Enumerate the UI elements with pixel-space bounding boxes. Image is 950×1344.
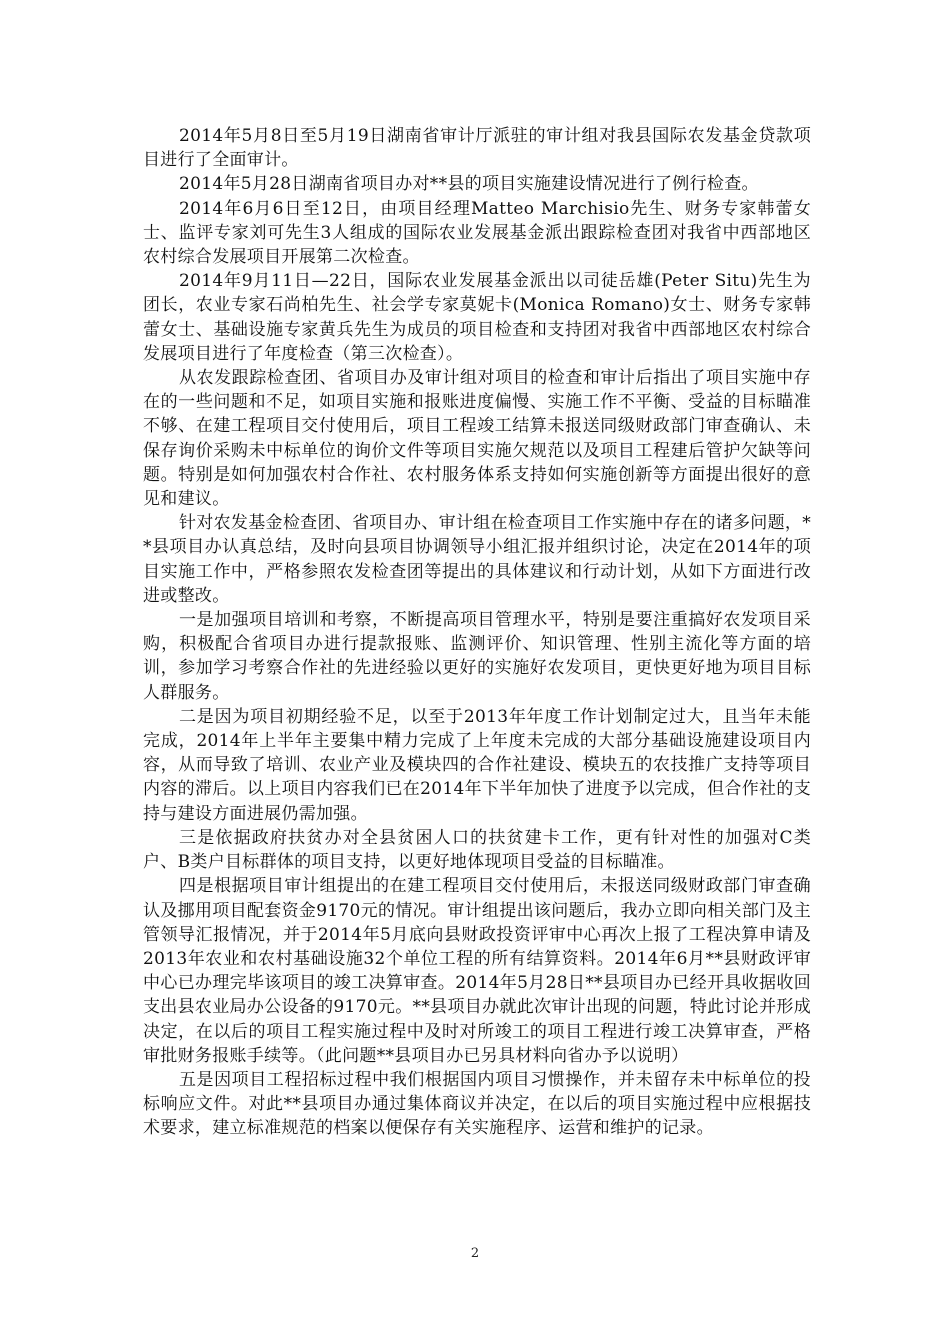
paragraph-annual-check: 2014年9月11日—22日，国际农业发展基金派出以司徒岳雄(Peter Situ)先生为团长，农业专家石尚柏先生、社会学专家莫妮卡(Monica Romano)女士、财务专家韩蕾女士、基础设施专家黄兵先生为成员的项目检查和支持团对我省中西部地区农村综合发展项目进行了年度检查（第三次检查）。 [143, 271, 811, 364]
paragraph-measure-4: 四是根据项目审计组提出的在建工程项目交付使用后，未报送同级财政部门审查确认及挪用项目配套资金9170元的情况。审计组提出该问题后，我办立即向相关部门及主管领导汇报情况，并于2014年5月底向县财政投资评审中心再次上报了工程决算申请及2013年农业和农村基础设施32个单位工程的所有结算资料。2014年6月**县财政评审中心已办理完毕该项目的竣工决算审查。2014年5月28日**县项目办已经开具收据收回支出县农业局办公设备的9170元。**县项目办就此次审计出现的问题，特此讨论并形成决定，在以后的项目工程实施过程中及时对所竣工的项目工程进行竣工决算审查，严格审批财务报账手续等。（此问题**县项目办已另具材料向省办予以说明） [143, 876, 811, 1066]
page-number: 2 [470, 1246, 480, 1261]
paragraph-audit-may: 2014年5月8日至5月19日湖南省审计厅派驻的审计组对我县国际农发基金贷款项目进行了全面审计。 [143, 126, 811, 171]
paragraph-measure-3: 三是依据政府扶贫办对全县贫困人口的扶贫建卡工作，更有针对性的加强对C类户、B类户目标群体的项目支持，以更好地体现项目受益的目标瞄准。 [143, 827, 811, 873]
paragraph-problems: 从农发跟踪检查团、省项目办及审计组对项目的检查和审计后指出了项目实施中存在的一些问题和不足，如项目实施和报账进度偏慢、实施工作不平衡、受益的目标瞄准不够、在建工程项目交付使用后，项目工程竣工结算未报送同级财政部门审查确认、未保存询价采购未中标单位的询价文件等项目实施欠规范以及项目工程建后管护欠缺等问题。特别是如何加强农村合作社、农村服务体系支持如何实施创新等方面提出很好的意见和建议。 [143, 368, 811, 510]
paragraph-measure-1: 一是加强项目培训和考察，不断提高项目管理水平，特别是要注重搞好农发项目采购，积极配合省项目办进行提款报账、监测评价、知识管理、性别主流化等方面的培训，参加学习考察合作社的先进经验以更好的实施好农发项目，更快更好地为项目目标人群服务。 [143, 610, 811, 703]
paragraph-measure-2: 二是因为项目初期经验不足，以至于2013年年度工作计划制定过大，且当年未能完成，2014年上半年主要集中精力完成了上年度未完成的大部分基础设施建设项目内容，从而导致了培训、农业产业及模块四的合作社建设、模块五的农技推广支持等项目内容的滞后。以上项目内容我们已在2014年下半年加快了进度予以完成，但合作社的支持与建设方面进展仍需加强。 [143, 706, 811, 824]
paragraph-inspection-may: 2014年5月28日湖南省项目办对**县的项目实施建设情况进行了例行检查。 [179, 174, 759, 195]
document-body [143, 124, 811, 1141]
paragraph-second-check: 2014年6月6日至12日，由项目经理Matteo Marchisio先生、财务专家韩蕾女士、监评专家刘可先生3人组成的国际农业发展基金派出跟踪检查团对我省中西部地区农村综合发展项目开展第二次检查。 [143, 198, 811, 268]
paragraph-measure-5: 五是因项目工程招标过程中我们根据国内项目习惯操作，并未留存未中标单位的投标响应文件。对此**县项目办通过集体商议并决定，在以后的项目实施过程中应根据技术要求，建立标准规范的档案以便保存有关实施程序、运营和维护的记录。 [143, 1069, 811, 1139]
paragraph-response: 针对农发基金检查团、省项目办、审计组在检查项目工作实施中存在的诸多问题，**县项目办认真总结，及时向县项目协调领导小组汇报并组织讨论，决定在2014年的项目实施工作中，严格参照农发检查团等提出的具体建议和行动计划，从如下方面进行改进或整改。 [143, 513, 811, 606]
